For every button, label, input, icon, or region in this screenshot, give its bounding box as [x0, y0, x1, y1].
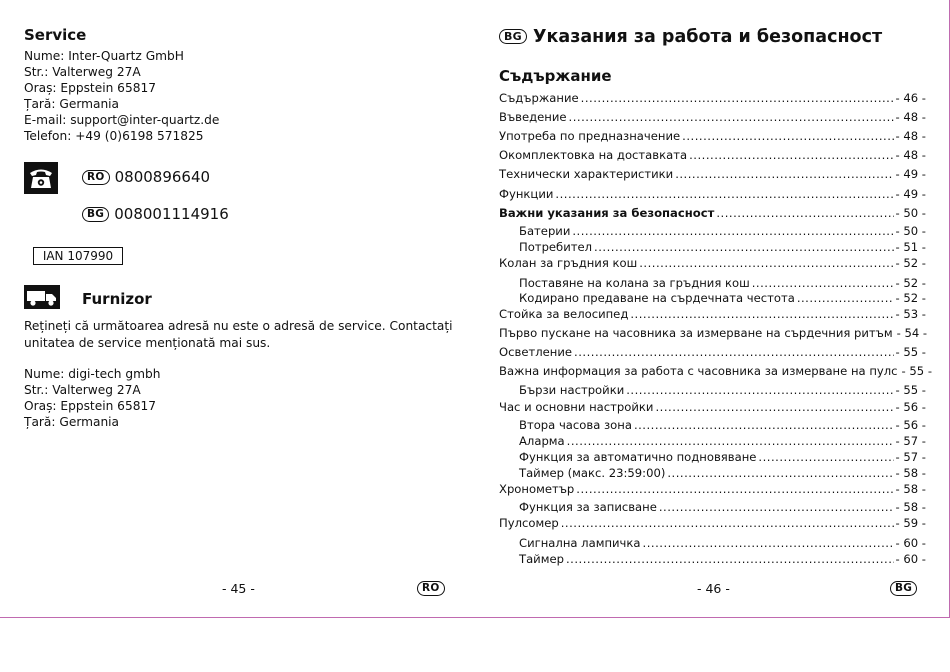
toc-leader-dots — [566, 552, 894, 566]
toc-leader-dots — [626, 383, 893, 397]
toc-entry-label: Колан за гръдния кош — [499, 256, 638, 270]
toc-entry — [499, 148, 926, 162]
left-page — [0, 0, 476, 618]
toc-subentry — [519, 291, 926, 305]
country-badge-bg: BG — [82, 207, 109, 222]
toc-entry-page: - 56 - — [895, 418, 926, 432]
toc-leader-dots — [667, 466, 893, 480]
supplier-address-line: Țară: Germania — [24, 415, 120, 429]
toc-subentry — [519, 276, 926, 290]
toc-entry-page: - 49 - — [895, 167, 926, 181]
toc-entry-label: Хронометър — [499, 482, 575, 496]
toc-leader-dots — [561, 516, 894, 530]
toc-entry-page: - 48 - — [895, 129, 926, 143]
toc-leader-dots — [574, 345, 893, 359]
toc-entry-label: Бързи настройки — [519, 383, 625, 397]
toc-entry — [499, 345, 926, 359]
toc-entry-label: Таймер — [519, 552, 564, 566]
toc-heading: Съдържание — [499, 67, 612, 85]
toc-leader-dots — [689, 148, 893, 162]
toc-subentry — [519, 500, 926, 514]
bottom-margin — [0, 618, 950, 672]
toc-entry-page: - 52 - — [895, 276, 926, 290]
toc-leader-dots — [555, 187, 893, 201]
toc-entry-page: - 59 - — [895, 516, 926, 530]
toc-subentry — [519, 418, 926, 432]
toc-entry-label: Батерии — [519, 224, 571, 238]
toc-entry-label: Важни указания за безопасност — [499, 206, 715, 220]
toc-leader-dots — [594, 240, 893, 254]
toc-entry-label: Функции — [499, 187, 554, 201]
toc-leader-dots — [567, 434, 894, 448]
toc-leader-dots — [716, 206, 893, 220]
service-address-line: Nume: Inter-Quartz GmbH — [24, 49, 184, 63]
toc-entry — [499, 167, 926, 181]
toc-entry — [499, 307, 926, 321]
title-country-badge: BG — [499, 29, 527, 44]
toc-entry-label: Окомплектовка на доставката — [499, 148, 688, 162]
toc-leader-dots — [581, 91, 894, 105]
toc-entry-label: Важна информация за работа с часовника за измерване на пулс — [499, 364, 898, 378]
truck-icon — [24, 285, 60, 309]
toc-entry-page: - 58 - — [895, 466, 926, 480]
toc-entry-label: Втора часова зона — [519, 418, 632, 432]
page-title — [499, 27, 882, 47]
toc-entry-page: - 55 - — [895, 345, 926, 359]
service-address-line: Str.: Valterweg 27A — [24, 65, 141, 79]
toc-entry-page: - 50 - — [895, 206, 926, 220]
toc-entry-page: - 52 - — [895, 256, 926, 270]
furnizor-heading: Furnizor — [82, 290, 152, 308]
toc-leader-dots — [682, 129, 893, 143]
toc-entry — [499, 364, 933, 378]
toc-leader-dots — [634, 418, 894, 432]
toc-subentry — [519, 240, 926, 254]
toc-subentry — [519, 466, 926, 480]
page-number: - 45 - — [222, 581, 255, 596]
toc-entry-page: - 48 - — [895, 110, 926, 124]
toc-leader-dots — [797, 291, 894, 305]
toc-leader-dots — [752, 276, 894, 290]
toc-subentry — [519, 536, 926, 550]
toc-leader-dots — [630, 307, 893, 321]
toc-entry-page: - 50 - — [895, 224, 926, 238]
toc-entry-page: - 53 - — [895, 307, 926, 321]
toc-leader-dots — [643, 536, 894, 550]
toc-entry — [499, 187, 926, 201]
toc-entry-label: Въведение — [499, 110, 567, 124]
page-country-badge: BG — [890, 581, 917, 596]
toc-entry-label: Функция за записване — [519, 500, 657, 514]
page-country-badge: RO — [417, 581, 445, 596]
toc-entry-page: - 56 - — [895, 400, 926, 414]
toc-entry-label: Съдържание — [499, 91, 579, 105]
ian-box: IAN 107990 — [33, 247, 123, 265]
country-badge-ro: RO — [82, 170, 110, 185]
toc-entry — [499, 206, 926, 220]
toc-entry-page: - 55 - — [901, 364, 933, 378]
toc-entry-label: Сигнална лампичка — [519, 536, 641, 550]
supplier-address-line: Str.: Valterweg 27A — [24, 383, 141, 397]
service-address-line: Oraș: Eppstein 65817 — [24, 81, 156, 95]
toc-entry — [499, 256, 926, 270]
toc-entry-page: - 57 - — [895, 450, 926, 464]
toc-entry — [499, 91, 926, 105]
service-address-line: Țară: Germania — [24, 97, 120, 111]
toc-subentry — [519, 450, 926, 464]
toc-subentry — [519, 224, 926, 238]
toc-entry — [499, 129, 926, 143]
toc-entry-label: Час и основни настройки — [499, 400, 654, 414]
toc-entry-page: - 51 - — [895, 240, 926, 254]
service-address — [24, 48, 219, 144]
toc-entry-page: - 49 - — [895, 187, 926, 201]
toc-leader-dots — [758, 450, 893, 464]
toc-leader-dots — [576, 482, 893, 496]
toc-entry-page: - 57 - — [895, 434, 926, 448]
toc-entry-page: - 54 - — [896, 326, 928, 340]
service-heading: Service — [24, 26, 87, 44]
toc-entry — [499, 400, 926, 414]
toc-leader-dots — [675, 167, 893, 181]
phone-row-ro — [82, 168, 210, 186]
service-telephone: Telefon: +49 (0)6198 571825 — [24, 129, 204, 143]
toc-entry — [499, 326, 926, 340]
telephone-icon — [24, 162, 58, 194]
toc-entry-label: Осветление — [499, 345, 573, 359]
phone-number-ro: 0800896640 — [114, 168, 211, 186]
service-email: E-mail: support@inter-quartz.de — [24, 113, 220, 127]
toc-entry-label: Употреба по предназначение — [499, 129, 681, 143]
toc-entry-label: Стойка за велосипед — [499, 307, 629, 321]
toc-entry-page: - 55 - — [895, 383, 926, 397]
supplier-address — [24, 366, 160, 430]
toc-leader-dots — [639, 256, 893, 270]
toc-entry-page: - 48 - — [895, 148, 926, 162]
toc-entry-page: - 52 - — [895, 291, 926, 305]
supplier-address-line: Nume: digi-tech gmbh — [24, 367, 161, 381]
toc-entry-label: Пулсомер — [499, 516, 559, 530]
toc-entry-label: Технически характеристики — [499, 167, 674, 181]
phone-row-bg — [82, 205, 229, 223]
toc-entry-label: Таймер (макс. 23:59:00) — [519, 466, 666, 480]
toc-entry — [499, 110, 926, 124]
supplier-note: Rețineți că următoarea adresă nu este o adresă de service. Contactați unitatea de service menționată mai sus. — [24, 319, 453, 350]
toc-leader-dots — [572, 224, 893, 238]
toc-leader-dots — [569, 110, 894, 124]
toc-entry-page: - 58 - — [895, 482, 926, 496]
toc-entry-label: Кодирано предаване на сърдечната честота — [519, 291, 795, 305]
title-text: Указания за работа и безопасност — [533, 27, 883, 47]
toc-entry-page: - 60 - — [895, 536, 926, 550]
toc-entry — [499, 482, 926, 496]
toc-entry — [499, 516, 926, 530]
toc-subentry — [519, 383, 926, 397]
toc-entry-page: - 60 - — [895, 552, 926, 566]
toc-entry-label: Функция за автоматично подновяване — [519, 450, 757, 464]
toc-leader-dots — [655, 400, 893, 414]
toc-subentry — [519, 552, 926, 566]
toc-entry-label: Поставяне на колана за гръдния кош — [519, 276, 750, 290]
toc-entry-page: - 58 - — [895, 500, 926, 514]
toc-entry-label: Потребител — [519, 240, 593, 254]
toc-entry-label: Аларма — [519, 434, 565, 448]
toc-leader-dots — [659, 500, 894, 514]
toc-entry-page: - 46 - — [895, 91, 926, 105]
phone-number-bg: 008001114916 — [114, 205, 229, 223]
toc-subentry — [519, 434, 926, 448]
page-number: - 46 - — [697, 581, 730, 596]
toc-entry-label: Първо пускане на часовника за измерване на сърдечния ритъм — [499, 326, 893, 340]
supplier-address-line: Oraș: Eppstein 65817 — [24, 399, 156, 413]
